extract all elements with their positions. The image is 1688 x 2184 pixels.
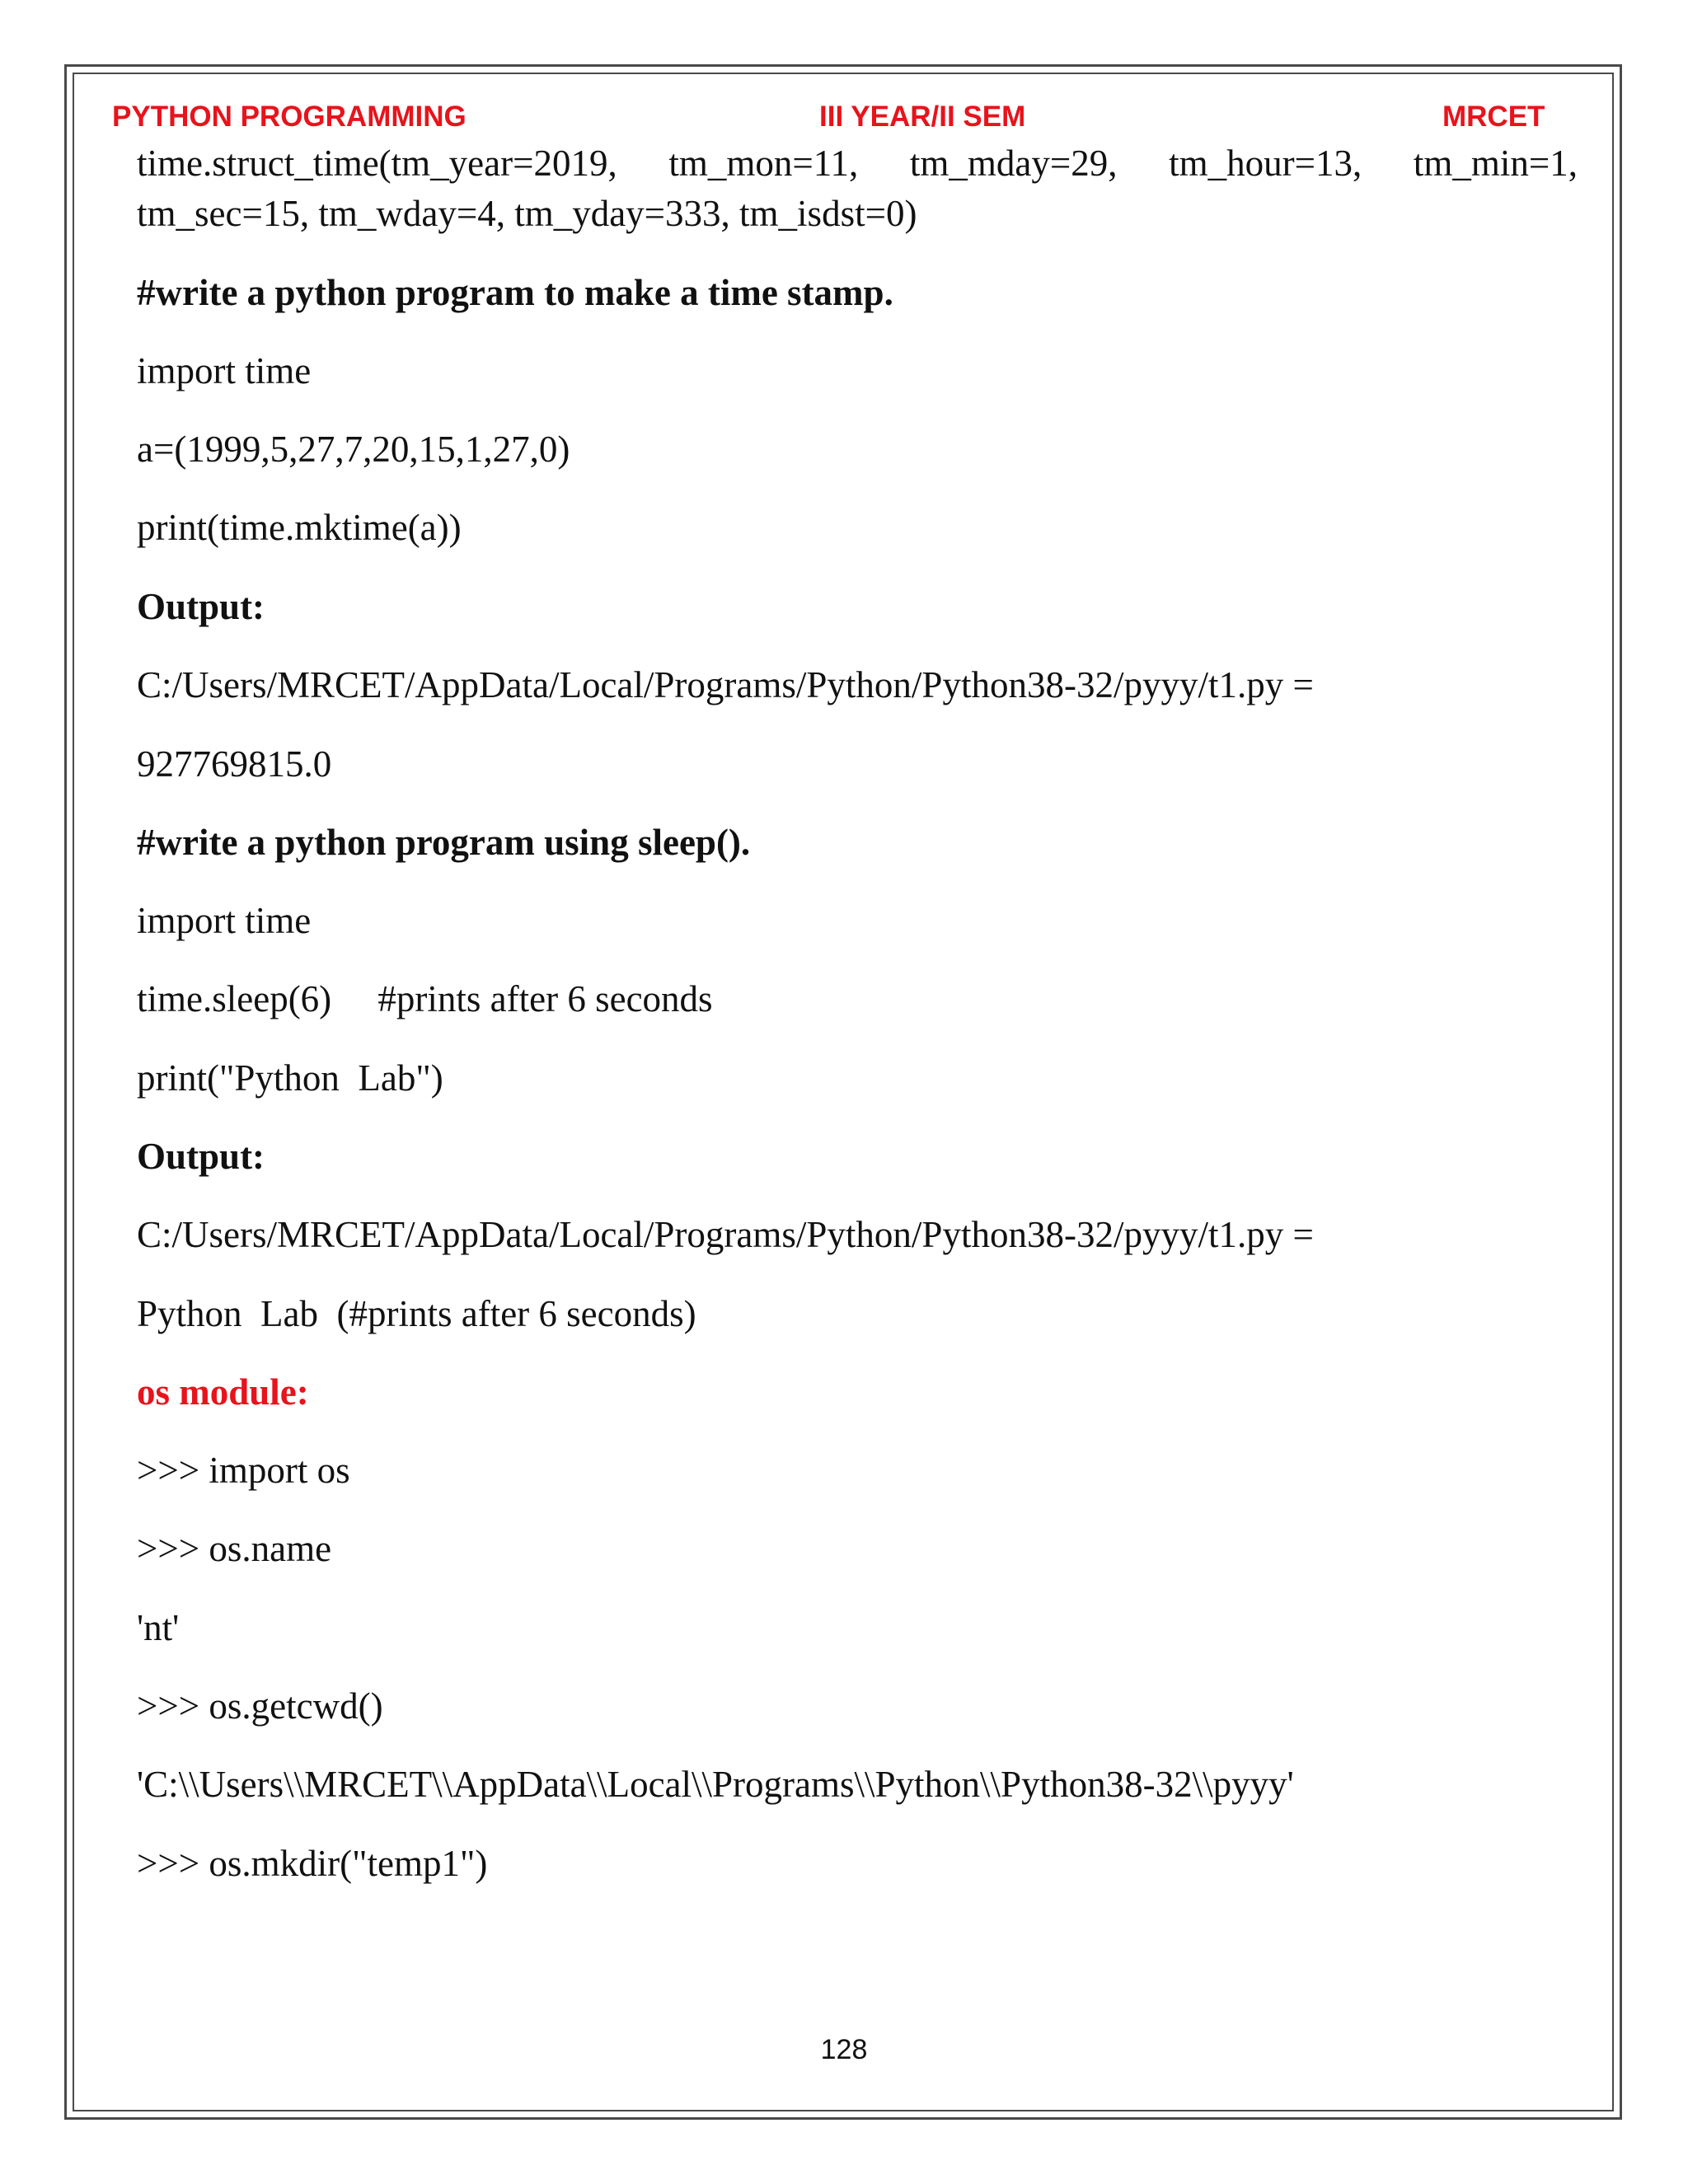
header-subject: PYTHON PROGRAMMING xyxy=(112,101,467,133)
struct-time-token: tm_min=1, xyxy=(1413,143,1578,184)
os-module-heading: os module: xyxy=(137,1371,309,1413)
header-college: MRCET xyxy=(1442,101,1545,133)
output-label: Output: xyxy=(137,586,265,627)
os-line: >>> import os xyxy=(137,1450,350,1491)
os-line: 'nt' xyxy=(137,1607,180,1648)
output-line: 927769815.0 xyxy=(137,743,332,785)
code-line: print(time.mktime(a)) xyxy=(137,507,462,548)
os-line: >>> os.mkdir("temp1") xyxy=(137,1843,488,1884)
os-line: 'C:\\Users\\MRCET\\AppData\\Local\\Programs\\Python\\Python38-32\\pyyy' xyxy=(137,1764,1294,1805)
output-line: C:/Users/MRCET/AppData/Local/Programs/Python/Python38-32/pyyy/t1.py = xyxy=(137,664,1314,705)
code-line: import time xyxy=(137,900,312,941)
header-year-sem: III YEAR/II SEM xyxy=(819,101,1026,133)
code-line: print("Python Lab") xyxy=(137,1057,443,1099)
struct-time-token: time.struct_time(tm_year=2019, xyxy=(137,143,617,184)
struct-time-token: tm_hour=13, xyxy=(1169,143,1362,184)
code-line: a=(1999,5,27,7,20,15,1,27,0) xyxy=(137,429,570,470)
code-line: import time xyxy=(137,350,312,391)
output-line: C:/Users/MRCET/AppData/Local/Programs/Python/Python38-32/pyyy/t1.py = xyxy=(137,1214,1314,1255)
struct-time-line-2: tm_sec=15, tm_wday=4, tm_yday=333, tm_isdst=0) xyxy=(137,193,917,234)
os-line: >>> os.name xyxy=(137,1528,332,1569)
output-label: Output: xyxy=(137,1136,265,1177)
struct-time-token: tm_mon=11, xyxy=(668,143,859,184)
code-line: time.sleep(6) #prints after 6 seconds xyxy=(137,978,713,1019)
struct-time-token: tm_mday=29, xyxy=(909,143,1118,184)
page-number: 128 xyxy=(820,2034,868,2065)
struct-time-line-1 xyxy=(137,145,1578,182)
section2-heading: #write a python program using sleep(). xyxy=(137,822,751,863)
output-line: Python Lab (#prints after 6 seconds) xyxy=(137,1293,696,1334)
os-line: >>> os.getcwd() xyxy=(137,1685,383,1727)
section1-heading: #write a python program to make a time stamp. xyxy=(137,272,893,313)
